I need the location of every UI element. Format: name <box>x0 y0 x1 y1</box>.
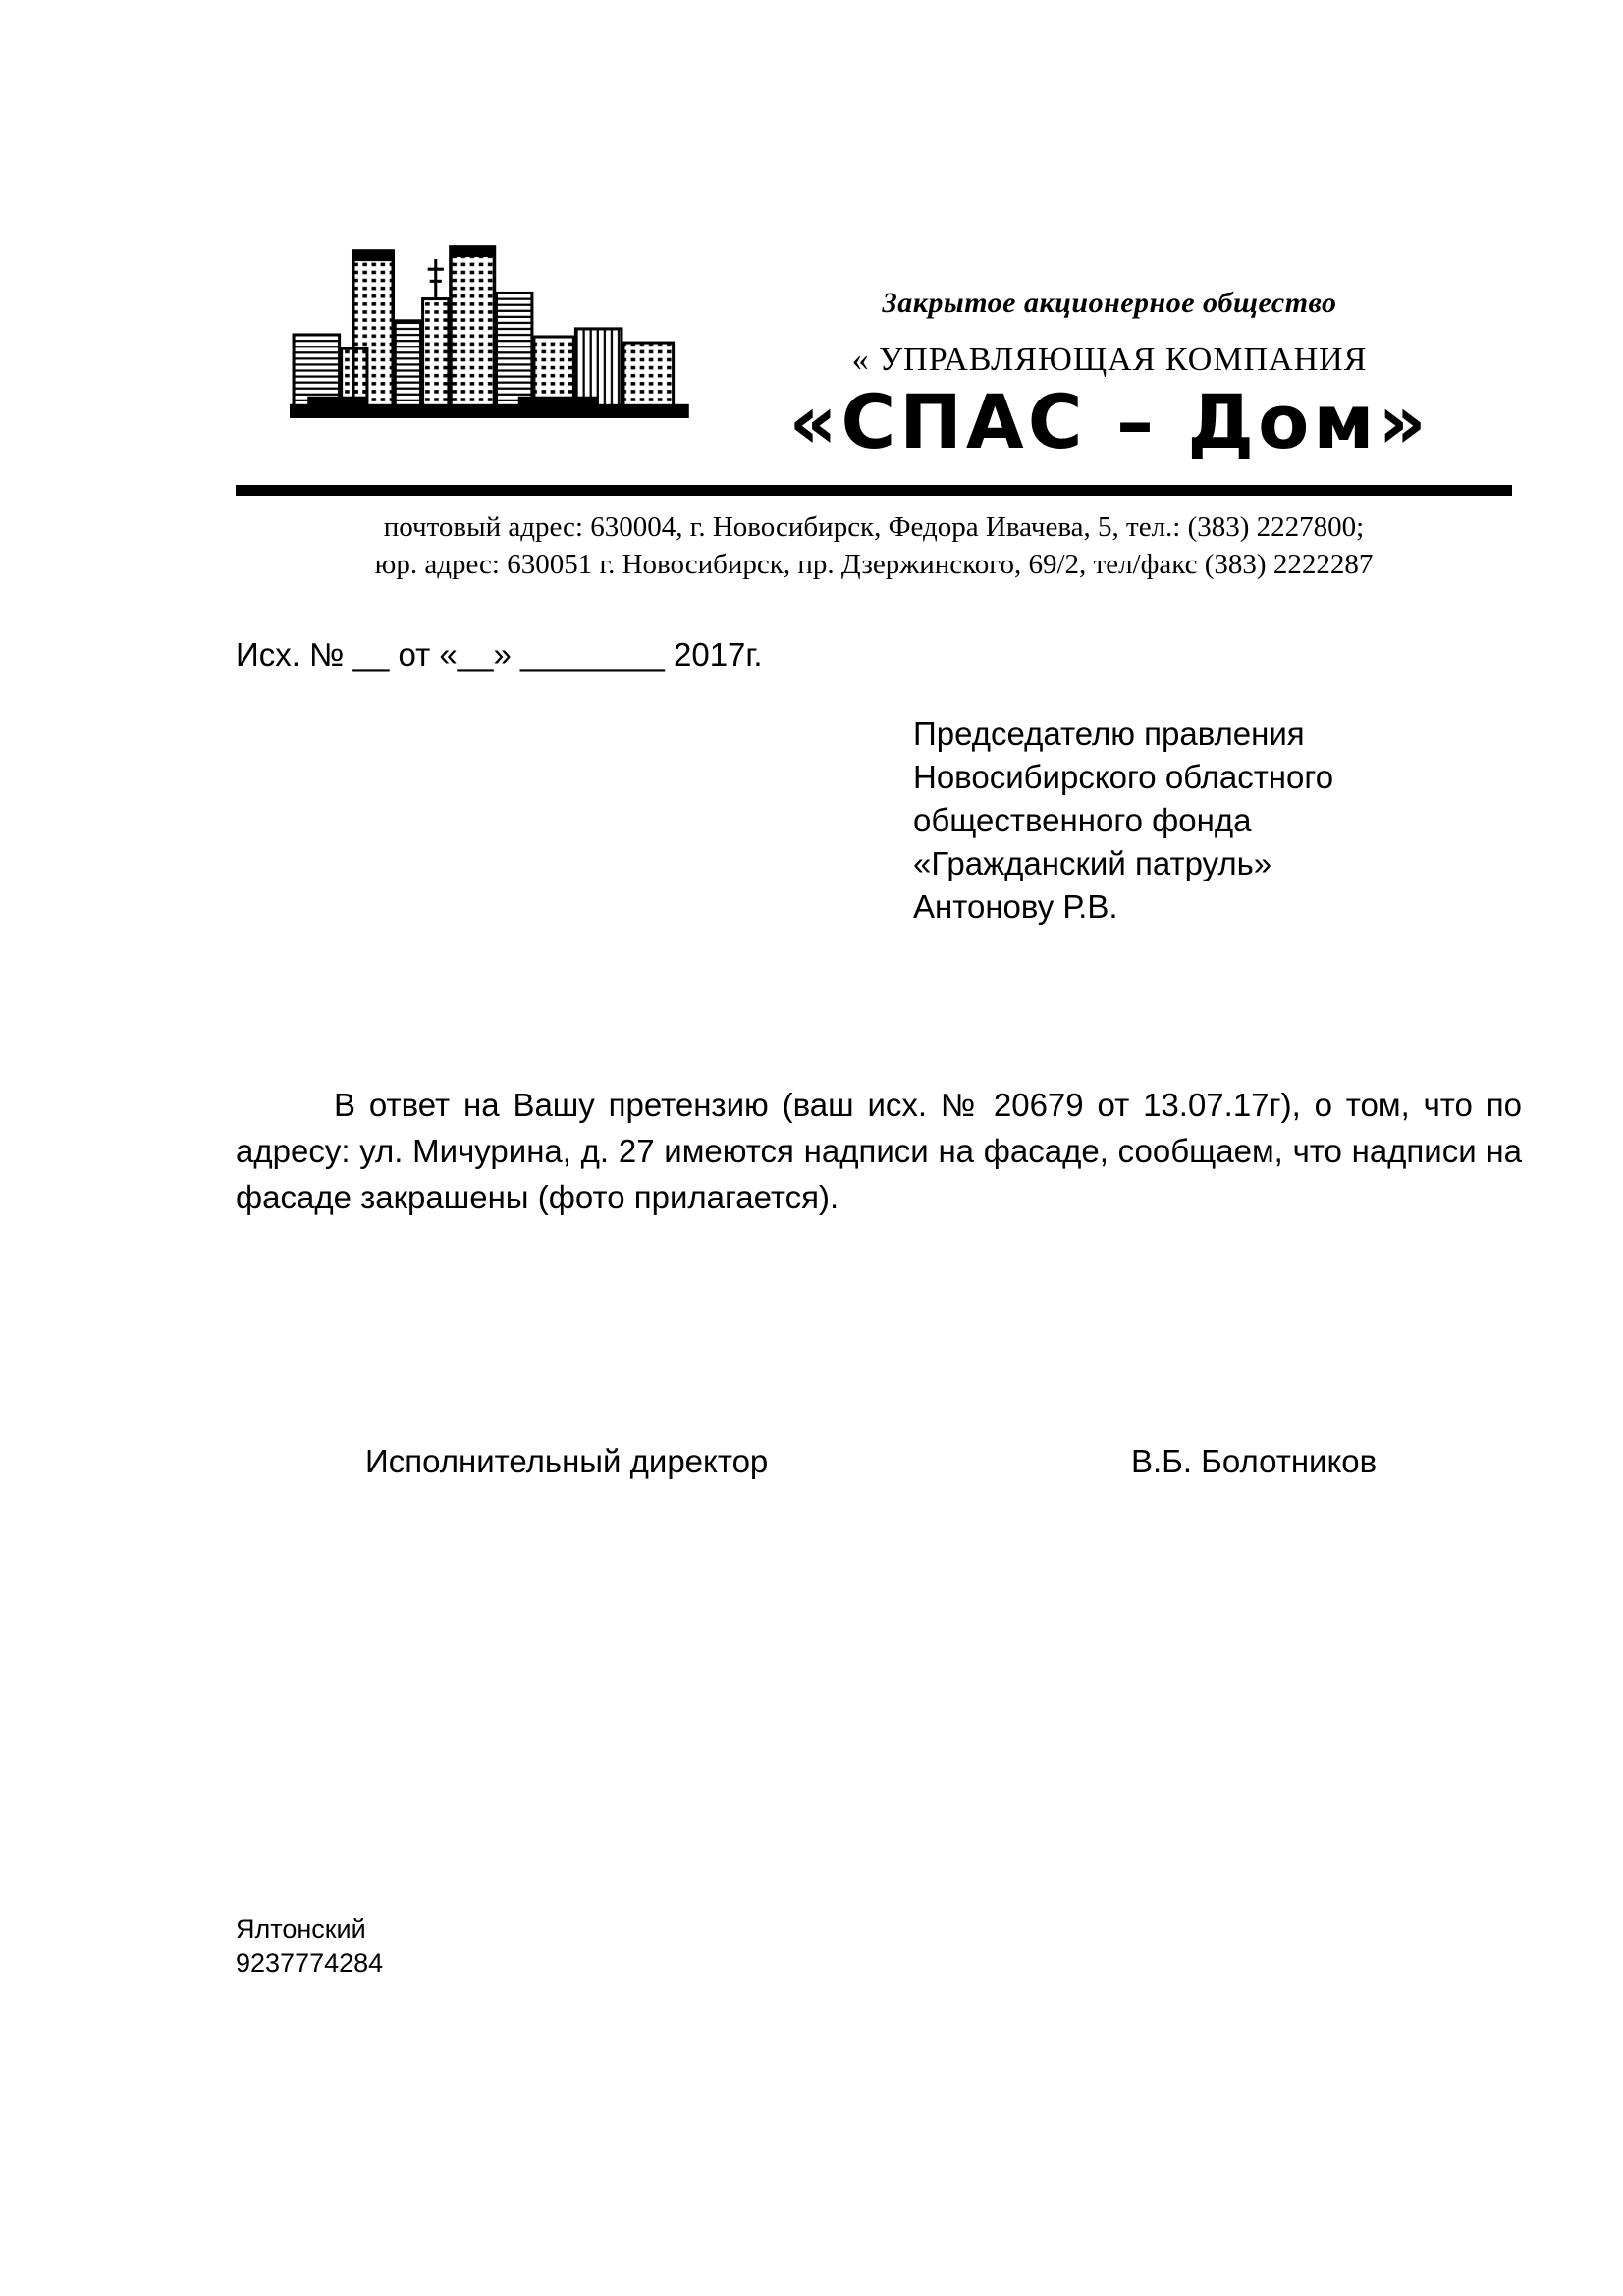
addressee-line: Председателю правления <box>913 716 1305 752</box>
company-name-main: «СПАС – Дом» <box>788 378 1431 465</box>
company-logo <box>290 234 707 440</box>
org-type-label: Закрытое акционерное общество <box>882 287 1337 319</box>
executor-block <box>236 1912 383 1981</box>
postal-address: почтовый адрес: 630004, г. Новосибирск, Федора Ивачева, 5, тел.: (383) 2227800; <box>383 511 1365 543</box>
letterhead <box>687 287 1532 465</box>
executor-phone: 9237774284 <box>236 1949 384 1978</box>
addressee-line: Антонову Р.В. <box>913 888 1118 925</box>
addressee-block <box>913 713 1333 929</box>
address-block <box>177 508 1571 583</box>
signature-name: В.Б. Болотников <box>1131 1443 1378 1479</box>
company-name-line: « УПРАВЛЯЮЩАЯ КОМПАНИЯ <box>851 342 1368 378</box>
addressee-line: Новосибирского областного <box>913 759 1334 795</box>
header-rule <box>236 485 1512 496</box>
executor-name: Ялтонский <box>236 1914 366 1944</box>
legal-address: юр. адрес: 630051 г. Новосибирск, пр. Дзержинского, 69/2, тел/факс (383) 2222287 <box>374 549 1374 580</box>
city-skyline-icon <box>290 234 707 440</box>
body-paragraph: В ответ на Вашу претензию (ваш исх. № 20679 от 13.07.17г), о том, что по адресу: ул. Мичурина, д. 27 имеются надписи на фасаде, сообщаем, что надписи на фасаде закрашены (фото прилагается). <box>236 1087 1522 1215</box>
outgoing-ref: Исх. № __ от «__» ________ 2017г. <box>236 636 763 672</box>
addressee-line: «Гражданский патруль» <box>913 845 1272 881</box>
addressee-line: общественного фонда <box>913 802 1252 838</box>
signature-title: Исполнительный директор <box>365 1443 769 1479</box>
